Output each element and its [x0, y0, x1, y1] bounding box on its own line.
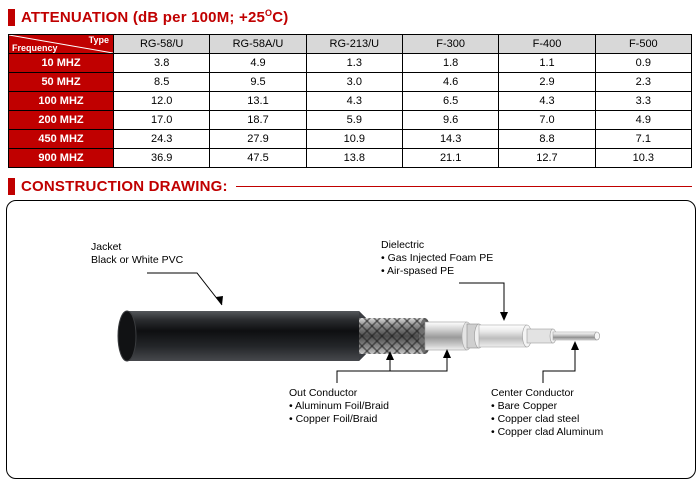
label-jacket-title: Jacket [91, 241, 122, 253]
table-cell: 21.1 [402, 149, 498, 168]
table-cell: 7.1 [595, 130, 691, 149]
table-row [9, 54, 692, 73]
table-row [9, 92, 692, 111]
table-row [9, 149, 692, 168]
table-row [9, 130, 692, 149]
table-cell: 36.9 [114, 149, 210, 168]
table-cell: 12.0 [114, 92, 210, 111]
row-frequency: 200 MHZ [9, 111, 114, 130]
table-cell: 7.0 [499, 111, 595, 130]
column-header: RG-58/U [114, 35, 210, 54]
label-center-conductor-line3: • Copper clad Aluminum [491, 426, 604, 438]
table-cell: 18.7 [210, 111, 306, 130]
attenuation-heading-main: ATTENUATION (dB per 100M; +25 [21, 9, 266, 26]
table-cell: 47.5 [210, 149, 306, 168]
table-cell: 4.9 [210, 54, 306, 73]
label-jacket [91, 241, 183, 267]
label-out-conductor [289, 387, 389, 426]
table-cell: 13.1 [210, 92, 306, 111]
table-cell: 9.5 [210, 73, 306, 92]
table-cell: 6.5 [402, 92, 498, 111]
table-cell: 1.1 [499, 54, 595, 73]
column-header: RG-213/U [306, 35, 402, 54]
table-cell: 1.8 [402, 54, 498, 73]
row-frequency: 10 MHZ [9, 54, 114, 73]
heading-accent-bar [8, 178, 15, 195]
column-header: F-500 [595, 35, 691, 54]
row-frequency: 900 MHZ [9, 149, 114, 168]
table-row [9, 111, 692, 130]
column-header: F-400 [499, 35, 595, 54]
label-dielectric [381, 239, 493, 278]
label-out-conductor-line1: • Aluminum Foil/Braid [289, 400, 389, 412]
construction-heading [8, 178, 692, 195]
construction-drawing [6, 200, 696, 479]
label-center-conductor-title: Center Conductor [491, 387, 574, 399]
table-cell: 2.3 [595, 73, 691, 92]
attenuation-heading-degree: O [265, 8, 273, 18]
corner-type-label: Type [88, 35, 109, 45]
label-center-conductor-line2: • Copper clad steel [491, 413, 580, 425]
construction-section [8, 178, 692, 195]
table-cell: 13.8 [306, 149, 402, 168]
table-cell: 3.3 [595, 92, 691, 111]
table-cell: 4.3 [306, 92, 402, 111]
column-header: RG-58A/U [210, 35, 306, 54]
label-center-conductor [491, 387, 603, 439]
table-cell: 8.8 [499, 130, 595, 149]
table-cell: 3.0 [306, 73, 402, 92]
heading-accent-bar [8, 9, 15, 26]
row-frequency: 450 MHZ [9, 130, 114, 149]
table-cell: 1.3 [306, 54, 402, 73]
attenuation-section [8, 8, 692, 168]
table-cell: 4.6 [402, 73, 498, 92]
attenuation-heading [8, 8, 692, 26]
table-cell: 4.9 [595, 111, 691, 130]
construction-heading-text: CONSTRUCTION DRAWING: [21, 178, 228, 195]
row-frequency: 100 MHZ [9, 92, 114, 111]
table-cell: 24.3 [114, 130, 210, 149]
table-cell: 10.9 [306, 130, 402, 149]
row-frequency: 50 MHZ [9, 73, 114, 92]
table-corner-cell [9, 35, 114, 54]
table-cell: 4.3 [499, 92, 595, 111]
table-header-row [9, 35, 692, 54]
table-cell: 8.5 [114, 73, 210, 92]
heading-rule [236, 186, 692, 187]
table-cell: 0.9 [595, 54, 691, 73]
attenuation-heading-text [21, 8, 288, 26]
table-row [9, 73, 692, 92]
label-out-conductor-line2: • Copper Foil/Braid [289, 413, 378, 425]
corner-frequency-label: Frequency [12, 43, 58, 53]
table-cell: 12.7 [499, 149, 595, 168]
table-cell: 3.8 [114, 54, 210, 73]
label-dielectric-line2: • Air-spased PE [381, 265, 455, 277]
table-cell: 17.0 [114, 111, 210, 130]
table-cell: 27.9 [210, 130, 306, 149]
label-dielectric-title: Dielectric [381, 239, 425, 251]
label-center-conductor-line1: • Bare Copper [491, 400, 558, 412]
table-cell: 14.3 [402, 130, 498, 149]
table-cell: 10.3 [595, 149, 691, 168]
label-jacket-line1: Black or White PVC [91, 254, 184, 266]
label-dielectric-line1: • Gas Injected Foam PE [381, 252, 494, 264]
table-cell: 5.9 [306, 111, 402, 130]
attenuation-heading-tail: C) [272, 9, 289, 26]
table-cell: 9.6 [402, 111, 498, 130]
attenuation-table [8, 34, 692, 168]
column-header: F-300 [402, 35, 498, 54]
label-out-conductor-title: Out Conductor [289, 387, 358, 399]
table-cell: 2.9 [499, 73, 595, 92]
